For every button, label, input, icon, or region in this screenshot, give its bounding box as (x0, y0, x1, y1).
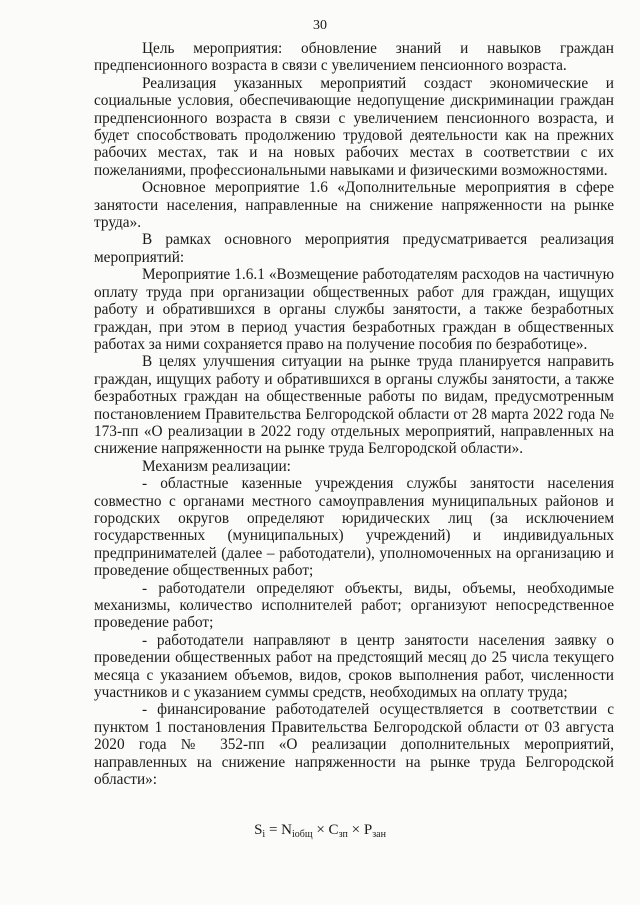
formula-lhs: $S_i$ (254, 822, 266, 840)
document-body (94, 40, 614, 788)
paragraph-labor-market: В целях улучшения ситуации на рынке труда планируется направить граждан, ищущих работу и обратившихся в органы службы занятости, а также безработных граждан на общественные работы по видам, предусмотренным постановлением Правительства Белгородской области от 28 марта 2022 года № 173-пп «О реализации в 2022 году отдельных мероприятий, направленных на снижение напряженности на рынке труда Белгородской области». (94, 353, 614, 458)
paragraph-implementation: Реализация указанных мероприятий создаст экономические и социальные условия, обеспечивающие недопущение дискриминации граждан предпенсионного возраста в связи с увеличением пенсионного возраста, и будет способствовать продолжению трудовой деятельности как на прежних рабочих местах, так и на новых рабочих местах в соответствии с их пожеланиями, профессиональными навыками и физическими возможностями. (94, 74, 614, 179)
page-number: 30 (313, 18, 327, 33)
list-item-employment-institutions: - областные казенные учреждения службы занятости населения совместно с органами местного самоуправления муниципальных районов и городских округов определяют юридических лиц (за исключением государственных (муниципальных) учреждений) и индивидуальных предпринимателей (далее – работодатели), уполномоченных на организацию и проведение общественных работ; (94, 475, 614, 580)
formula-p: $P_{зан}$ (363, 822, 386, 840)
formula-equals: = (265, 822, 282, 838)
paragraph-mechanism-heading: Механизм реализации: (142, 457, 291, 475)
list-item-employers-define: - работодатели определяют объекты, виды, объемы, необходимые механизмы, количество исполнителей работ; организуют непосредственное проведение работ; (94, 579, 614, 632)
list-item-employers-submit: - работодатели направляют в центр занятости населения заявку о проведении общественных работ на предстоящий месяц до 25 числа текущего месяца с указанием объемов, видов, сроков выполнения работ, численности участников и с указанием суммы средств, необходимых на оплату труда; (94, 631, 614, 702)
formula-times-1: × (312, 822, 329, 838)
formula-c: $C_{зп}$ (328, 822, 348, 840)
formula-times-2: × (347, 822, 364, 838)
list-item-financing: - финансирование работодателей осуществляется в соответствии с пунктом 1 постановления Правительства Белгородской области от 03 августа 2020 года № 352-пп «О реализации дополнительных мероприятий, направленных на снижение напряженности на рынке труда Белгородской области»: (94, 701, 614, 789)
paragraph-measure-1-6-1: Мероприятие 1.6.1 «Возмещение работодателям расходов на частичную оплату труда при организации общественных работ для граждан, ищущих работу и обратившихся в органы службы занятости, а также безработных граждан, при этом в период участия безработных граждан в общественных работах за ними сохраняется право на получение пособия по безработице». (94, 266, 614, 353)
formula-n: $N_{iобщ}$ (281, 822, 313, 840)
paragraph-main-measure-1-6: Основное мероприятие 1.6 «Дополнительные мероприятия в сфере занятости населения, направленные на снижение напряженности на рынке труда». (94, 179, 614, 232)
paragraph-within-framework: В рамках основного мероприятия предусматривается реализация мероприятий: (94, 231, 614, 266)
paragraph-goal: Цель мероприятия: обновление знаний и навыков граждан предпенсионного возраста в связи с увеличением пенсионного возраста. (94, 40, 614, 75)
formula (0, 822, 640, 840)
